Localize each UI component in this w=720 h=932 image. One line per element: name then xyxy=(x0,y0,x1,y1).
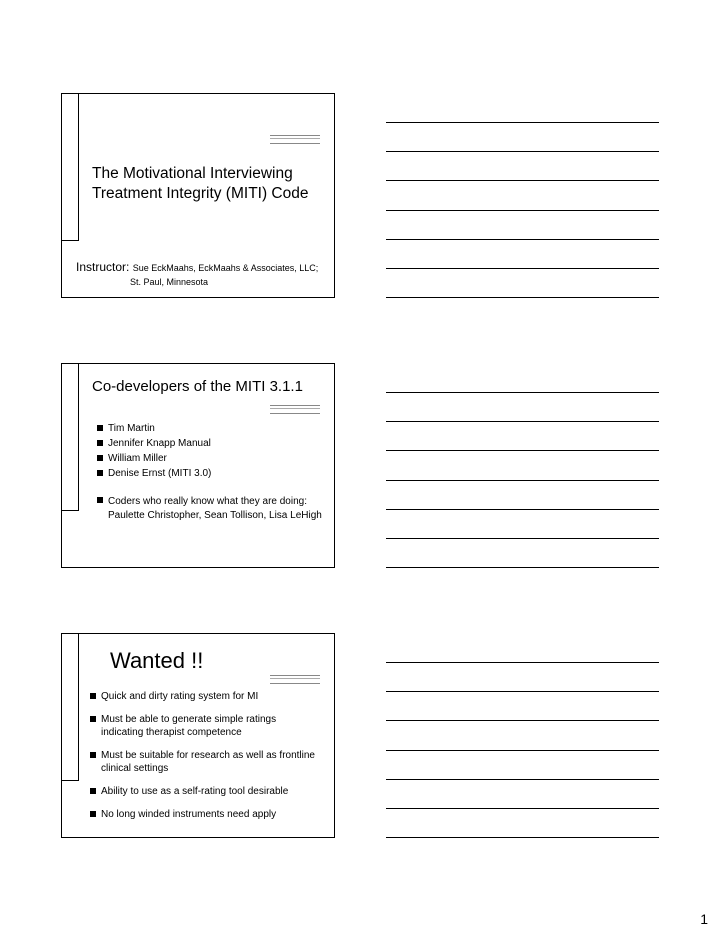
list-item: Tim Martin xyxy=(97,422,327,435)
slide-1 xyxy=(61,93,335,298)
note-line xyxy=(386,421,659,422)
bullet-icon xyxy=(90,788,96,794)
list-item: Quick and dirty rating system for MI xyxy=(90,690,315,703)
bullet-icon xyxy=(97,425,103,431)
note-line xyxy=(386,210,659,211)
slide-accent-bar xyxy=(78,363,79,511)
page-number: 1 xyxy=(700,911,708,927)
instructor-name: Sue EckMaahs, EckMaahs & Associates, LLC; xyxy=(132,263,319,273)
bullet-icon xyxy=(90,811,96,817)
developer-list xyxy=(97,422,327,522)
note-line xyxy=(386,808,659,809)
note-line xyxy=(386,122,659,123)
instructor-info xyxy=(76,260,331,290)
note-line xyxy=(386,538,659,539)
list-item: No long winded instruments need apply xyxy=(90,808,315,821)
note-line xyxy=(386,480,659,481)
slide-accent-tick xyxy=(61,780,79,781)
note-line xyxy=(386,720,659,721)
bullet-icon xyxy=(90,693,96,699)
bullet-icon xyxy=(90,752,96,758)
instructor-location: St. Paul, Minnesota xyxy=(130,277,209,287)
slide-accent-bar xyxy=(78,633,79,781)
slide-decoration xyxy=(270,675,320,684)
bullet-icon xyxy=(97,440,103,446)
note-line xyxy=(386,779,659,780)
note-line xyxy=(386,392,659,393)
note-line xyxy=(386,750,659,751)
note-line xyxy=(386,268,659,269)
list-item: Ability to use as a self-rating tool desirable xyxy=(90,785,315,798)
requirements-list xyxy=(90,690,315,821)
slide-accent-tick xyxy=(61,240,79,241)
bullet-icon xyxy=(97,455,103,461)
bullet-icon xyxy=(90,716,96,722)
list-item: Must be suitable for research as well as frontline clinical settings xyxy=(90,749,315,775)
slide-3 xyxy=(61,633,335,838)
list-item: Must be able to generate simple ratings indicating therapist competence xyxy=(90,713,315,739)
slide-accent-tick xyxy=(61,510,79,511)
note-line xyxy=(386,509,659,510)
note-line xyxy=(386,239,659,240)
list-item-continuation: Paulette Christopher, Sean Tollison, Lisa LeHigh xyxy=(108,510,322,521)
list-item: Jennifer Knapp Manual xyxy=(97,437,327,450)
note-line xyxy=(386,180,659,181)
slide-title: Wanted !! xyxy=(110,648,204,673)
bullet-icon xyxy=(97,497,103,503)
note-line xyxy=(386,662,659,663)
instructor-label: Instructor: xyxy=(76,260,130,274)
bullet-icon xyxy=(97,470,103,476)
slide-title: Co-developers of the MITI 3.1.1 xyxy=(92,378,303,395)
list-item: Denise Ernst (MITI 3.0) xyxy=(97,467,327,480)
list-item: William Miller xyxy=(97,452,327,465)
note-line xyxy=(386,837,659,838)
slide-decoration xyxy=(270,135,320,144)
note-line xyxy=(386,567,659,568)
note-line xyxy=(386,691,659,692)
slide-decoration xyxy=(270,405,320,414)
slide-title: The Motivational Interviewing Treatment Integrity (MITI) Code xyxy=(92,165,309,202)
list-item: Coders who really know what they are doing: xyxy=(97,494,327,509)
slide-2 xyxy=(61,363,335,568)
note-line xyxy=(386,450,659,451)
slide-accent-bar xyxy=(78,93,79,241)
note-line xyxy=(386,151,659,152)
note-line xyxy=(386,297,659,298)
